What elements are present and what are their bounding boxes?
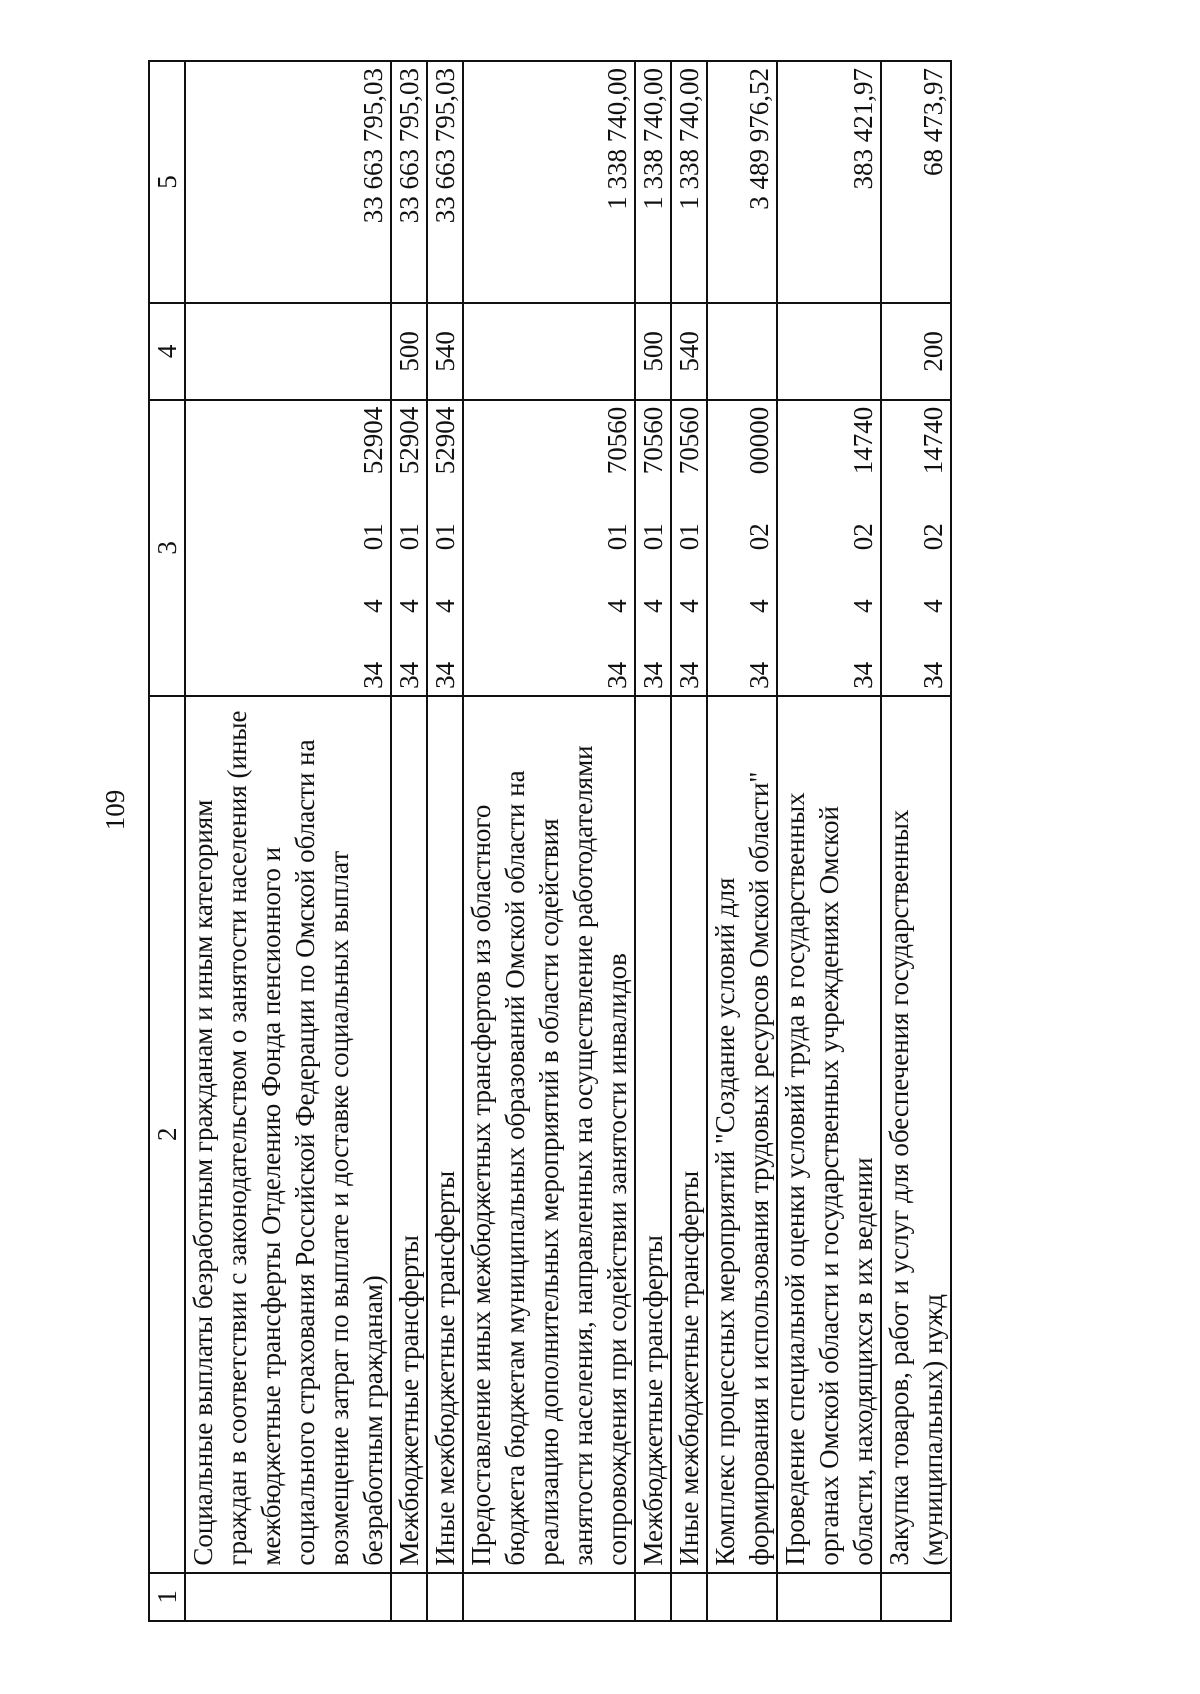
code-part: 01: [638, 523, 668, 551]
code-part: 01: [674, 523, 704, 551]
row-code-cell: [185, 400, 391, 696]
code-part: 34: [394, 661, 424, 689]
row-name-cell: Комплекс процессных мероприятий "Создание условий для формирования и использования трудовых ресурсов Омской области": [707, 696, 777, 1573]
row-type-cell: 540: [671, 303, 707, 400]
table-row: [777, 61, 881, 1621]
row-type-cell: [707, 303, 777, 400]
code-part: 34: [674, 661, 704, 689]
code-part: 4: [430, 599, 460, 613]
table-row: [671, 61, 707, 1621]
row-name-cell: Иные межбюджетные трансферты: [427, 696, 463, 1573]
row-name-cell: Межбюджетные трансферты: [391, 696, 427, 1573]
header-col-2: 2: [149, 696, 185, 1573]
row-amount-cell: 1 338 740,00: [463, 61, 635, 303]
code-part: 4: [674, 599, 704, 613]
row-name-cell: Иные межбюджетные трансферты: [671, 696, 707, 1573]
row-number-cell: [185, 1573, 391, 1621]
row-code-cell: [881, 400, 951, 696]
budget-table-container: [148, 60, 1074, 1622]
code-part: 02: [848, 523, 878, 551]
table-row: [463, 61, 635, 1621]
table-row: [707, 61, 777, 1621]
page-number: 109: [100, 789, 130, 831]
row-type-cell: 540: [427, 303, 463, 400]
code-part: 70560: [674, 406, 704, 475]
header-col-5: 5: [149, 61, 185, 303]
row-name-cell: Межбюджетные трансферты: [635, 696, 671, 1573]
row-number-cell: [391, 1573, 427, 1621]
code-part: 14740: [848, 406, 878, 475]
row-number-cell: [427, 1573, 463, 1621]
code-part: 4: [394, 599, 424, 613]
code-part: 34: [358, 661, 388, 689]
row-number-cell: [881, 1573, 951, 1621]
row-name-cell: Социальные выплаты безработным гражданам и иным категориям граждан в соответствии с законодательством о занятости населения (иные межбюджетные трансферты Отделению Фонда пенсионного и социального страхования Российской Федерации по Омской области на возмещение затрат по выплате и доставке социальных выплат безработным гражданам): [185, 696, 391, 1573]
row-type-cell: 200: [881, 303, 951, 400]
code-part: 01: [394, 523, 424, 551]
table-row: [427, 61, 463, 1621]
table-row: [881, 61, 951, 1621]
row-number-cell: [635, 1573, 671, 1621]
header-col-4: 4: [149, 303, 185, 400]
header-col-1: 1: [149, 1573, 185, 1621]
row-amount-cell: 33 663 795,03: [391, 61, 427, 303]
code-part: 52904: [358, 406, 388, 475]
row-amount-cell: 33 663 795,03: [185, 61, 391, 303]
code-part: 4: [638, 599, 668, 613]
code-part: 34: [430, 661, 460, 689]
table-row: [635, 61, 671, 1621]
code-part: 70560: [638, 406, 668, 475]
row-number-cell: [777, 1573, 881, 1621]
row-code-cell: [777, 400, 881, 696]
row-type-cell: [777, 303, 881, 400]
budget-table: [148, 60, 952, 1622]
table-row: [391, 61, 427, 1621]
row-amount-cell: 383 421,97: [777, 61, 881, 303]
row-code-cell: [635, 400, 671, 696]
code-part: 14740: [918, 406, 948, 475]
header-col-3: 3: [149, 400, 185, 696]
row-number-cell: [463, 1573, 635, 1621]
row-code-cell: [391, 400, 427, 696]
code-part: 02: [918, 523, 948, 551]
row-type-cell: [185, 303, 391, 400]
code-part: 01: [358, 523, 388, 551]
row-amount-cell: 1 338 740,00: [671, 61, 707, 303]
row-code-cell: [671, 400, 707, 696]
row-code-cell: [463, 400, 635, 696]
row-amount-cell: 33 663 795,03: [427, 61, 463, 303]
code-part: 01: [430, 523, 460, 551]
code-part: 01: [602, 523, 632, 551]
row-name-cell: Предоставление иных межбюджетных трансфертов из областного бюджета бюджетам муниципальных образований Омской области на реализацию дополнительных мероприятий в области содействия занятости населения, направленных на осуществление работодателями сопровождения при содействии занятости инвалидов: [463, 696, 635, 1573]
row-name-cell: Проведение специальной оценки условий труда в государственных органах Омской области и государственных учреждениях Омской области, находящихся в их ведении: [777, 696, 881, 1573]
row-code-cell: [427, 400, 463, 696]
code-part: 34: [602, 661, 632, 689]
row-type-cell: 500: [391, 303, 427, 400]
code-part: 70560: [602, 406, 632, 475]
table-row: [185, 61, 391, 1621]
code-part: 4: [918, 599, 948, 613]
code-part: 52904: [430, 406, 460, 475]
row-type-cell: 500: [635, 303, 671, 400]
code-part: 52904: [394, 406, 424, 475]
row-amount-cell: 3 489 976,52: [707, 61, 777, 303]
header-row: [149, 61, 185, 1621]
code-part: 02: [744, 523, 774, 551]
code-part: 4: [358, 599, 388, 613]
code-part: 34: [918, 661, 948, 689]
row-amount-cell: 1 338 740,00: [635, 61, 671, 303]
row-name-cell: Закупка товаров, работ и услуг для обеспечения государственных (муниципальных) нужд: [881, 696, 951, 1573]
code-part: 34: [638, 661, 668, 689]
table-body: [185, 61, 951, 1621]
code-part: 34: [848, 661, 878, 689]
code-part: 4: [848, 599, 878, 613]
row-code-cell: [707, 400, 777, 696]
row-number-cell: [707, 1573, 777, 1621]
row-amount-cell: 68 473,97: [881, 61, 951, 303]
code-part: 34: [744, 661, 774, 689]
code-part: 4: [602, 599, 632, 613]
row-number-cell: [671, 1573, 707, 1621]
code-part: 4: [744, 599, 774, 613]
code-part: 00000: [744, 406, 774, 475]
row-type-cell: [463, 303, 635, 400]
